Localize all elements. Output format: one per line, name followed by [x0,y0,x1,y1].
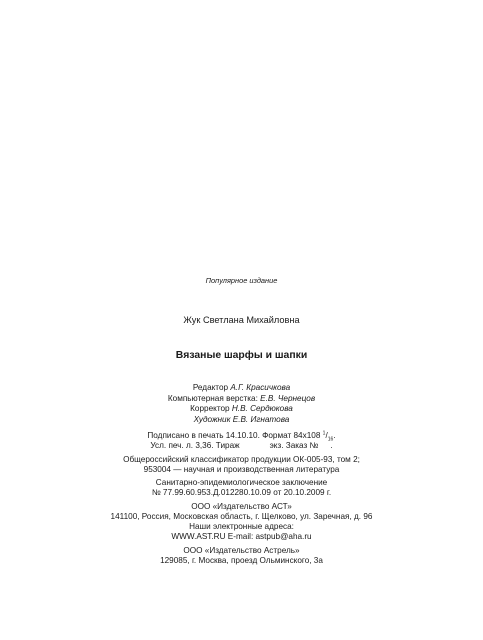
credit-editor [0,383,483,394]
credit-layout [0,394,483,405]
credit-artist [0,415,483,426]
sanitary-line-2: № 77.99.60.953.Д.012280.10.09 от 20.10.2009 г. [151,488,332,497]
author-name: Жук Светлана Михайловна [183,315,300,325]
classifier-line-2: 953004 — научная и производственная литература [143,465,340,474]
sanitary-line-1: Санитарно-эпидемиологическое заключение [155,478,328,487]
publisher-email-label: Наши электронные адреса: [189,522,294,531]
credits-block [0,383,483,425]
credit-person: Е.В. Игнатова [232,414,290,424]
credit-person: А.Г. Красичкова [230,383,291,392]
classifier-line-1: Общероссийский классификатор продукции ОК-005-93, том 2; [123,455,360,464]
credit-person: Н.В. Сердюкова [231,404,293,413]
print-sheets-text: Усл. печ. л. 3,36. Тираж [150,441,240,450]
print-copies-text: экз. Заказ № [269,441,319,450]
publisher-contacts: WWW.AST.RU E-mail: astpub@aha.ru [171,532,312,541]
credit-role: Компьютерная верстка: [167,393,258,403]
series-label: Популярное издание [205,276,278,285]
print-signed-line: Подписано в печать 14.10.10. Формат 84x108 $^1/_{16}$. [147,430,336,443]
credit-proofreader [0,404,483,415]
credit-person: Е.В. Чернецов [260,393,316,403]
book-title: Вязаные шарфы и шапки [175,350,308,361]
publisher2-address: 129085, г. Москва, проезд Ольминского, 3а [160,556,323,565]
credit-role: Художник [193,414,231,424]
credit-role: Редактор [192,383,229,392]
publisher-address: 141100, Россия, Московская область, г. Щелково, ул. Заречная, д. 96 [110,512,373,521]
print-sheets-line: Усл. печ. л. 3,36. Тираж экз. Заказ № . [150,441,333,450]
publisher-name: ООО «Издательство АСТ» [191,502,292,511]
format-numerator: 1 [322,430,326,437]
format-denominator: 16 [327,436,334,443]
credit-role: Корректор [190,404,230,413]
print-signed-text: Подписано в печать 14.10.10. Формат 84x108 [147,431,321,440]
publisher2-name: ООО «Издательство Астрель» [183,546,300,555]
